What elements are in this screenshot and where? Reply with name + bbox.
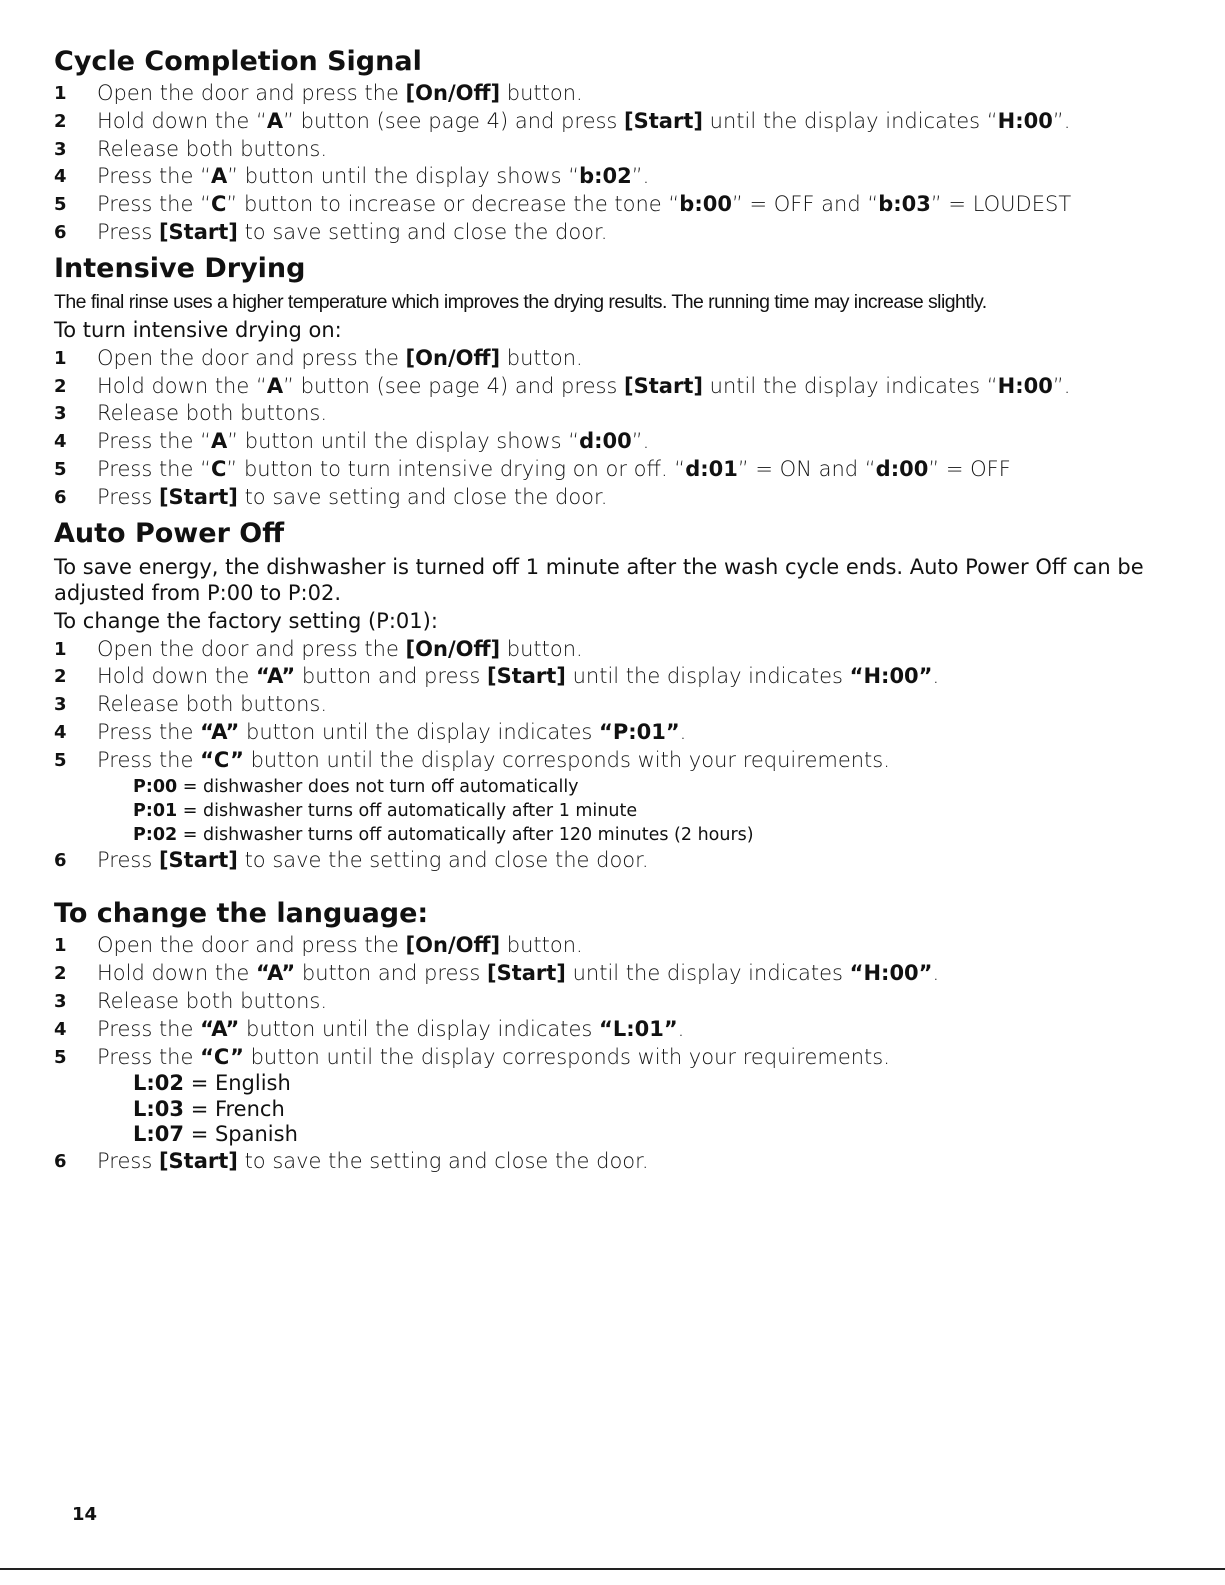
step-text	[97, 988, 1169, 1016]
step-number: 3	[54, 694, 67, 716]
step-number: 1	[54, 347, 67, 369]
step-item	[54, 373, 1169, 401]
step-number: 3	[54, 138, 67, 160]
auto-power-off-intro-line1: To save energy, the dishwasher is turned off 1 minute after the wash cycle ends. Auto Power Off can be	[54, 554, 1144, 579]
step-text-bold: C	[210, 192, 227, 217]
step-text-run: Press the	[97, 747, 201, 772]
step-text-bold: [On/Off]	[405, 933, 501, 958]
step-text	[97, 1044, 1169, 1072]
power-options	[54, 775, 1169, 847]
step-text-bold: [Start]	[624, 108, 703, 133]
step-text-run: ”.	[1052, 373, 1071, 398]
step-item	[54, 191, 1169, 219]
step-text-run: button.	[500, 81, 583, 105]
step-text	[97, 163, 1169, 191]
step-text-run: to save setting and close the door.	[237, 484, 608, 509]
setting-description: = dishwasher turns off automatically after 1 minute	[177, 800, 638, 821]
step-number: 4	[54, 431, 67, 453]
step-text-run: Press the	[97, 1044, 201, 1069]
step-item	[54, 80, 1169, 108]
step-text-run: ” = ON and “	[737, 456, 876, 481]
step-text-bold: “C”	[200, 747, 244, 772]
step-text-bold: C	[210, 456, 227, 481]
step-text-run: Release both buttons.	[97, 401, 328, 426]
steps-language-final	[54, 1148, 1169, 1176]
step-text-bold: [Start]	[158, 484, 238, 509]
setting-option	[54, 1097, 1169, 1123]
step-item	[54, 400, 1169, 428]
step-number: 6	[54, 1150, 67, 1172]
step-text	[97, 191, 1169, 219]
step-text	[97, 719, 1169, 747]
step-text-run: ” button (see page 4) and press	[283, 373, 625, 398]
step-item	[54, 108, 1169, 136]
step-text-run: Press	[97, 219, 159, 244]
step-text	[97, 960, 1169, 988]
step-text-run: button until the display indicates	[239, 719, 600, 744]
step-number: 2	[54, 110, 67, 132]
step-text-run: until the display indicates “	[702, 373, 998, 398]
step-number: 4	[54, 1018, 67, 1040]
step-text-run: ” button (see page 4) and press	[283, 108, 625, 133]
step-text-run: ” button to increase or decrease the tone “	[226, 192, 680, 217]
step-text-run: .	[677, 1016, 685, 1041]
step-text-bold: [Start]	[486, 664, 566, 689]
step-item	[54, 663, 1169, 691]
setting-option	[54, 1122, 1169, 1148]
setting-code: L:02	[133, 1071, 185, 1096]
setting-code: L:03	[133, 1096, 185, 1121]
setting-code: P:02	[133, 824, 178, 845]
step-item	[54, 932, 1169, 960]
section-title-auto-power-off: Auto Power Off	[54, 517, 285, 549]
step-text-bold: d:00	[875, 456, 929, 481]
step-text-bold: “H:00”	[849, 664, 933, 689]
step-text-run: ” button until the display shows “	[227, 429, 580, 454]
step-text-bold: [Start]	[158, 219, 238, 244]
step-text	[97, 1148, 1169, 1176]
step-text-bold: [On/Off]	[405, 345, 501, 370]
step-text-run: button.	[500, 636, 583, 661]
step-text-bold: “A”	[200, 1016, 240, 1041]
step-text-run: to save setting and close the door.	[237, 219, 608, 244]
step-text-bold: A	[266, 108, 284, 133]
step-text-run: ”.	[1052, 108, 1071, 133]
setting-option	[54, 775, 1169, 799]
setting-code: L:07	[133, 1122, 185, 1147]
step-text-run: ”.	[631, 164, 650, 189]
step-text-bold: [Start]	[158, 847, 238, 872]
step-number: 1	[54, 83, 67, 104]
step-item	[54, 163, 1169, 191]
step-text-bold: [On/Off]	[405, 81, 501, 105]
step-text-bold: d:00	[579, 429, 632, 454]
step-text-bold: A	[210, 429, 228, 454]
step-number: 6	[54, 221, 67, 243]
step-text	[97, 636, 1169, 664]
step-number: 3	[54, 990, 67, 1012]
step-number: 2	[54, 963, 67, 985]
step-text	[97, 932, 1169, 960]
step-item	[54, 428, 1169, 456]
step-text-bold: b:02	[579, 164, 632, 189]
step-text-run: button and press	[295, 961, 487, 986]
step-text	[97, 747, 1169, 775]
step-number: 4	[54, 166, 67, 188]
step-item	[54, 988, 1169, 1016]
step-item	[54, 960, 1169, 988]
step-text-bold: [Start]	[624, 373, 703, 398]
step-text-bold: [Start]	[158, 1148, 238, 1173]
step-text-run: to save the setting and close the door.	[237, 1148, 649, 1173]
step-text-run: Press the “	[97, 192, 211, 217]
step-text-run: until the display indicates	[565, 961, 850, 986]
step-text-run: button until the display corresponds with your requirements.	[243, 747, 890, 772]
step-number: 5	[54, 194, 67, 216]
step-item	[54, 691, 1169, 719]
step-text	[97, 400, 1169, 428]
manual-page	[54, 44, 1169, 1176]
setting-option	[54, 823, 1169, 847]
step-text-run: Release both buttons.	[97, 136, 328, 161]
step-text	[97, 456, 1169, 484]
step-text-run: ” = OFF	[928, 456, 1011, 481]
step-text	[97, 484, 1169, 512]
step-text-run: Press the “	[97, 164, 211, 189]
step-text-run: to save the setting and close the door.	[237, 847, 649, 872]
step-text-bold: H:00	[997, 373, 1053, 398]
setting-description: = French	[184, 1096, 285, 1121]
step-text-bold: “L:01”	[599, 1016, 678, 1041]
step-number: 2	[54, 375, 67, 397]
step-number: 5	[54, 1046, 67, 1068]
step-text-bold: A	[266, 373, 284, 398]
setting-code: P:01	[133, 800, 178, 821]
step-text-bold: b:03	[878, 192, 931, 217]
step-text-run: Hold down the “	[97, 108, 267, 133]
step-text-run: ” = OFF and “	[731, 192, 879, 217]
step-item	[54, 345, 1169, 373]
step-text-run: Open the door and press the	[97, 933, 406, 958]
setting-description: = dishwasher does not turn off automatically	[177, 776, 579, 797]
step-text	[97, 847, 1169, 875]
step-text-run: button.	[500, 345, 583, 370]
auto-power-off-intro-line2: adjusted from P:00 to P:02.	[54, 580, 342, 605]
step-text-run: Press	[97, 1148, 159, 1173]
step-item	[54, 456, 1169, 484]
section-title-intensive-drying: Intensive Drying	[54, 252, 306, 284]
step-text-run: Open the door and press the	[97, 81, 406, 105]
step-text-run: ” button to turn intensive drying on or off. “	[226, 456, 686, 481]
step-text-bold: “A”	[255, 664, 296, 689]
steps-power	[54, 636, 1169, 775]
step-text-bold: [Start]	[486, 961, 566, 986]
step-text-bold: H:00	[997, 108, 1053, 133]
step-text-bold: “P:01”	[599, 719, 680, 744]
step-text-run: button and press	[295, 664, 487, 689]
step-text-run: .	[679, 719, 687, 744]
step-text-run: Open the door and press the	[97, 345, 406, 370]
step-text-run: button.	[500, 933, 583, 958]
step-text-run: Press the	[97, 1016, 201, 1041]
step-text-run: ” = LOUDEST	[930, 192, 1072, 217]
step-number: 6	[54, 486, 67, 508]
step-text-run: until the display indicates “	[702, 108, 998, 133]
step-item	[54, 719, 1169, 747]
step-item	[54, 847, 1169, 875]
step-text-bold: “A”	[255, 961, 296, 986]
step-number: 2	[54, 666, 67, 688]
step-number: 6	[54, 849, 67, 871]
step-item	[54, 136, 1169, 164]
step-text-run: Press	[97, 484, 159, 509]
step-number: 4	[54, 721, 67, 743]
language-options	[54, 1071, 1169, 1148]
step-text	[97, 373, 1169, 401]
step-text-bold: A	[210, 164, 228, 189]
steps-language	[54, 932, 1169, 1071]
section-title-change-language: To change the language:	[54, 898, 429, 930]
step-text-bold: “H:00”	[849, 961, 933, 986]
step-text-run: Hold down the “	[97, 373, 267, 398]
step-text-run: Hold down the	[97, 961, 256, 986]
step-text-run: Hold down the	[97, 664, 256, 689]
step-text-run: Release both buttons.	[97, 692, 328, 717]
step-text-bold: d:01	[685, 456, 738, 481]
step-text-bold: “A”	[200, 719, 240, 744]
setting-code: P:00	[133, 776, 178, 797]
step-text	[97, 1016, 1169, 1044]
step-number: 5	[54, 458, 67, 480]
step-text-run: Press	[97, 847, 159, 872]
steps-drying	[54, 345, 1169, 512]
step-text	[97, 136, 1169, 164]
step-text	[97, 663, 1169, 691]
auto-power-off-lead: To change the factory setting (P:01):	[54, 608, 438, 633]
steps-cycle	[54, 80, 1169, 247]
step-text	[97, 691, 1169, 719]
step-text-run: Release both buttons.	[97, 988, 328, 1013]
step-text-bold: “C”	[200, 1044, 244, 1069]
step-text	[97, 80, 1169, 108]
intensive-drying-intro: The final rinse uses a higher temperature which improves the drying results. The running time may increase slightly.	[54, 290, 987, 313]
step-text	[97, 345, 1169, 373]
step-text	[97, 219, 1169, 247]
step-text-run: ” button until the display shows “	[227, 164, 580, 189]
step-text-bold: b:00	[679, 192, 732, 217]
step-item	[54, 484, 1169, 512]
step-text-run: Open the door and press the	[97, 636, 406, 661]
page-bottom-rule	[0, 1568, 1225, 1570]
step-text-bold: [On/Off]	[405, 636, 501, 661]
setting-description: = English	[184, 1071, 291, 1096]
step-text-run: until the display indicates	[565, 664, 850, 689]
step-text-run: .	[932, 961, 940, 986]
step-number: 1	[54, 638, 67, 660]
step-item	[54, 1016, 1169, 1044]
step-number: 5	[54, 749, 67, 771]
step-text-run: ”.	[631, 429, 650, 454]
step-item	[54, 1148, 1169, 1176]
step-item	[54, 747, 1169, 775]
setting-description: = dishwasher turns off automatically after 120 minutes (2 hours)	[177, 824, 754, 845]
step-item	[54, 1044, 1169, 1072]
step-item	[54, 219, 1169, 247]
step-text-run: Press the	[97, 719, 201, 744]
setting-description: = Spanish	[184, 1122, 298, 1147]
section-title-cycle-completion-signal: Cycle Completion Signal	[54, 46, 422, 77]
step-text-run: button until the display corresponds with your requirements.	[243, 1044, 890, 1069]
step-text-run: Press the “	[97, 456, 211, 481]
step-text-run: .	[932, 664, 940, 689]
step-text	[97, 108, 1169, 136]
page-number: 14	[72, 1504, 98, 1525]
setting-option	[54, 1071, 1169, 1097]
step-number: 1	[54, 935, 67, 957]
step-item	[54, 636, 1169, 664]
step-text-run: Press the “	[97, 429, 211, 454]
step-text-run: button until the display indicates	[239, 1016, 600, 1041]
step-number: 3	[54, 403, 67, 425]
intensive-drying-lead: To turn intensive drying on:	[54, 317, 342, 342]
setting-option	[54, 799, 1169, 823]
step-text	[97, 428, 1169, 456]
steps-power-final	[54, 847, 1169, 875]
